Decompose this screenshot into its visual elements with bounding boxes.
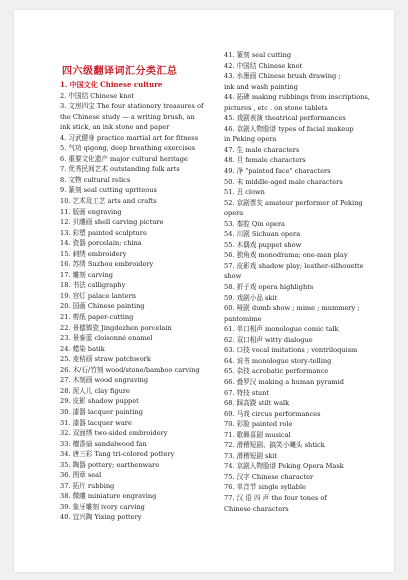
right-column <box>224 50 388 514</box>
vocab-line: 73. 滑稽短剧 skit <box>224 451 278 460</box>
vocab-line: 14. 瓷器 porcelain; china <box>60 239 142 248</box>
vocab-line: 57. 皮影戏 shadow play; leather-silhouette <box>224 261 364 270</box>
vocab-line: 71. 歌舞喜剧 musical <box>224 430 291 439</box>
vocab-line: 19. 宫灯 palace lantern <box>60 291 136 300</box>
vocab-line: 42. 中国结 Chinese knot <box>224 61 303 70</box>
vocab-line: 39. 象牙雕刻 ivory carving <box>60 502 145 511</box>
vocab-line: 48. 旦 female characters <box>224 156 306 165</box>
vocab-line: ink and wash painting <box>224 82 298 91</box>
vocab-line: 69. 马戏 circus performances <box>224 409 321 418</box>
vocab-line: 40. 宜兴陶 Yixing pottery <box>60 513 142 522</box>
vocab-line: 35. 陶器 pottery; earthenware <box>60 460 160 469</box>
vocab-line: 77. 汉 语 四 声 the four tones of <box>224 493 327 502</box>
vocab-line: 67. 特技 stunt <box>224 388 270 397</box>
vocab-line: 51. 丑 clown <box>224 188 265 197</box>
vocab-line: 11. 版画 engraving <box>60 207 122 216</box>
vocab-line: ink stick, an ink stone and paper <box>60 123 170 132</box>
vocab-line: 74. 京剧人物脸谱 Peking Opera Mask <box>224 462 344 471</box>
vocab-line: 33. 檀香扇 sandalwood fan <box>60 439 147 448</box>
vocab-line: 55. 木偶戏 puppet show <box>224 240 302 249</box>
vocab-line: 12. 贝雕画 shell carving picture <box>60 218 164 227</box>
vocab-line: 32. 双面绣 two-sided embroidery <box>60 429 168 438</box>
vocab-line: 9. 篆刻 seal cutting upriteous <box>60 186 157 195</box>
document-title: 四六级翻译词汇分类汇总 <box>62 66 178 77</box>
vocab-line: 3. 文房四宝 The four stationery treasures of <box>60 102 204 111</box>
vocab-line: 21. 剪纸 paper-cutting <box>60 313 134 322</box>
vocab-line: 2. 中国结 Chinese knot <box>60 91 135 100</box>
vocab-line: 7. 优秀民间艺术 outstanding folk arts <box>60 165 180 174</box>
vocab-line: 15. 刺绣 embroidery <box>60 249 127 258</box>
document-page <box>14 10 394 572</box>
vocab-line: 8. 文物 cultural relics <box>60 175 131 184</box>
vocab-line: 62. 双口相声 witty dialogue <box>224 335 313 344</box>
vocab-line: 72. 滑稽短剧、搞笑小曦头 shtick <box>224 441 325 450</box>
vocab-line: 66. 叠罗汉 making a human pyramid <box>224 377 344 386</box>
vocab-line: 22. 景德镇瓷 Jingdezhen porcelain <box>60 323 172 332</box>
vocab-line: 63. 口技 vocal imitations ; ventriloquism <box>224 346 358 355</box>
vocab-line: 16. 苏绣 Suzhou embroidery <box>60 260 154 269</box>
vocab-line: 75. 汉字 Chinese character <box>224 472 314 481</box>
vocab-line: 28. 泥人儿 clay figure <box>60 386 130 395</box>
vocab-line: 26. 木/石/竹刻 wood/stone/bamboo carving <box>60 365 200 374</box>
vocab-line: 37. 拓片 rubbing <box>60 481 115 490</box>
vocab-line: 52. 京剧票友 amateur performer of Peking <box>224 198 363 207</box>
vocab-line: 68. 踩高跷 stilt walk <box>224 399 290 408</box>
vocab-line: 23. 景泰蓝 cloisonné enamel <box>60 334 153 343</box>
vocab-line: in Peking opera <box>224 135 277 144</box>
vocab-line: 60. 哑剧 dumb show ; mime ; mummery ; <box>224 304 360 313</box>
vocab-line: 41. 篆刻 seal cutting <box>224 51 292 59</box>
vocab-line: opera <box>224 209 244 218</box>
vocab-line: 44. 拓碑 making rubbings from inscriptions, <box>224 93 370 102</box>
vocab-line: 36. 图章 seal <box>60 471 102 480</box>
vocab-line: 29. 皮影 shadow puppet <box>60 397 139 406</box>
vocab-line: 56. 独角戏 monodrama; one-man play <box>224 251 348 260</box>
section-heading: 1. 中国文化 Chinese culture <box>60 80 163 89</box>
vocab-line: 64. 说书 monologue story-telling <box>224 356 332 365</box>
vocab-line: 4. 习武健身 practice martial art for fitness <box>60 133 198 142</box>
vocab-line: 5. 气功 qigong, deep breathing exercises <box>60 144 196 153</box>
vocab-line: pantomime <box>224 314 262 323</box>
vocab-line: show <box>224 272 242 281</box>
vocab-line: 43. 水墨画 Chinese brush drawing ; <box>224 72 341 81</box>
vocab-line: 25. 麦秸画 straw patchwork <box>60 355 151 364</box>
right-vocab-list <box>224 50 388 514</box>
vocab-line: 24. 蜡染 batik <box>60 344 105 353</box>
vocab-line: 65. 杂技 acrobatic performance <box>224 367 329 376</box>
vocab-line: pictures , etc . on stone tablets <box>224 103 328 112</box>
vocab-line: Chinese characters <box>224 504 289 513</box>
vocab-line: 17. 雕刻 carving <box>60 270 113 279</box>
vocab-line: 18. 书法 calligraphy <box>60 281 126 290</box>
vocab-line: 38. 微雕 miniature engraving <box>60 492 157 501</box>
left-column <box>60 80 222 523</box>
vocab-line: 46. 京剧人物脸谱 types of facial makeup <box>224 124 354 133</box>
left-vocab-list <box>60 91 222 523</box>
vocab-line: 13. 彩塑 painted sculpture <box>60 228 147 237</box>
vocab-line: 47. 生 male characters <box>224 145 300 154</box>
vocab-line: 10. 艺术及工艺 arts and crafts <box>60 197 157 206</box>
vocab-line: 30. 漆器 lacquer painting <box>60 407 143 416</box>
vocab-line: 20. 国画 Chinese painting <box>60 302 145 311</box>
vocab-line: 50. 末 middle-aged male characters <box>224 177 343 186</box>
vocab-line: the Chinese study — a writing brush, an <box>60 112 195 121</box>
vocab-line: 59. 戏剧小品 skit <box>224 293 278 302</box>
vocab-line: 70. 彩脸 painted role <box>224 420 293 429</box>
vocab-line: 58. 折子戏 opera highlights <box>224 283 314 292</box>
vocab-line: 76. 单音节 single syllable <box>224 483 307 492</box>
vocab-line: 34. 唐三彩 Tang tri-colored pottery <box>60 450 175 459</box>
vocab-line: 61. 单口相声 monologue comic talk <box>224 325 339 334</box>
vocab-line: 53. 秦腔 Qin opera <box>224 219 285 228</box>
vocab-line: 27. 木刻画 wood engraving <box>60 376 149 385</box>
vocab-line: 49. 净 "painted face" characters <box>224 167 331 176</box>
vocab-line: 45. 戏剧表演 theatrical performances <box>224 114 346 123</box>
vocab-line: 54. 川剧 Sichuan opera <box>224 230 301 239</box>
vocab-line: 6. 重要文化遗产 major cultural heritage <box>60 154 188 163</box>
vocab-line: 31. 漆器 lacquer ware <box>60 418 132 427</box>
